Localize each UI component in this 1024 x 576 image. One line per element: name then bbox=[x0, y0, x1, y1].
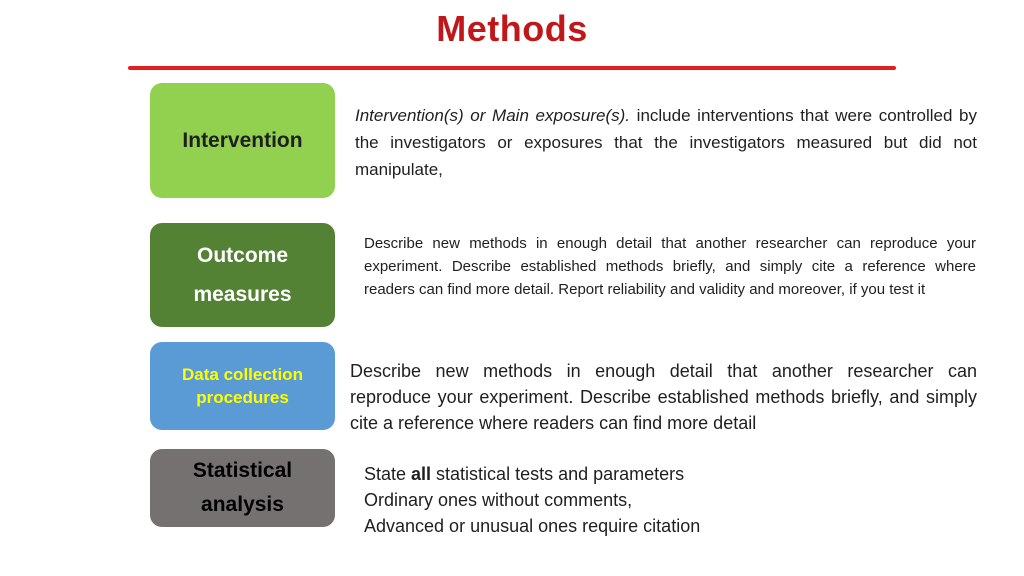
statistical-line-1-suffix: statistical tests and parameters bbox=[431, 464, 685, 484]
slide-title: Methods bbox=[436, 8, 588, 49]
statistical-analysis-description bbox=[364, 461, 976, 539]
outcome-measures-label-line-2: measures bbox=[193, 283, 292, 306]
statistical-analysis-label-line-1: Statistical bbox=[192, 459, 293, 482]
intervention-description-lead: Intervention(s) or Main exposure(s). bbox=[355, 106, 631, 125]
statistical-analysis-label-line-2: analysis bbox=[201, 493, 284, 516]
title-divider bbox=[128, 66, 896, 70]
statistical-analysis-box bbox=[150, 449, 335, 527]
data-collection-label-line-1: Data collection bbox=[182, 365, 303, 384]
outcome-measures-box bbox=[150, 223, 335, 327]
outcome-measures-label-line-1: Outcome bbox=[196, 244, 288, 267]
intervention-box bbox=[150, 83, 335, 198]
data-collection-box bbox=[150, 342, 335, 430]
statistical-line-1 bbox=[364, 461, 976, 487]
statistical-line-1-prefix: State bbox=[364, 464, 412, 484]
data-collection-label-line-2: procedures bbox=[196, 388, 289, 407]
statistical-line-3: Advanced or unusual ones require citation bbox=[364, 516, 701, 536]
statistical-line-2: Ordinary ones without comments, bbox=[364, 490, 633, 510]
data-collection-description: Describe new methods in enough detail that another researcher can reproduce your experiment. Describe established methods briefly, and simply cite a reference where readers can find more detail bbox=[350, 361, 977, 433]
outcome-measures-description: Describe new methods in enough detail that another researcher can reproduce your experiment. Describe established methods briefly, and simply cite a reference where readers can find more detail. Report reliability and validity and moreover, if you test it bbox=[364, 235, 976, 298]
statistical-line-1-bold: all bbox=[411, 464, 432, 484]
intervention-description-rest: include interventions that were controlled by the investigators or exposures that the investigators measured but did not manipulate, bbox=[355, 106, 977, 179]
intervention-label: Intervention bbox=[182, 128, 303, 152]
intervention-description bbox=[355, 102, 977, 183]
